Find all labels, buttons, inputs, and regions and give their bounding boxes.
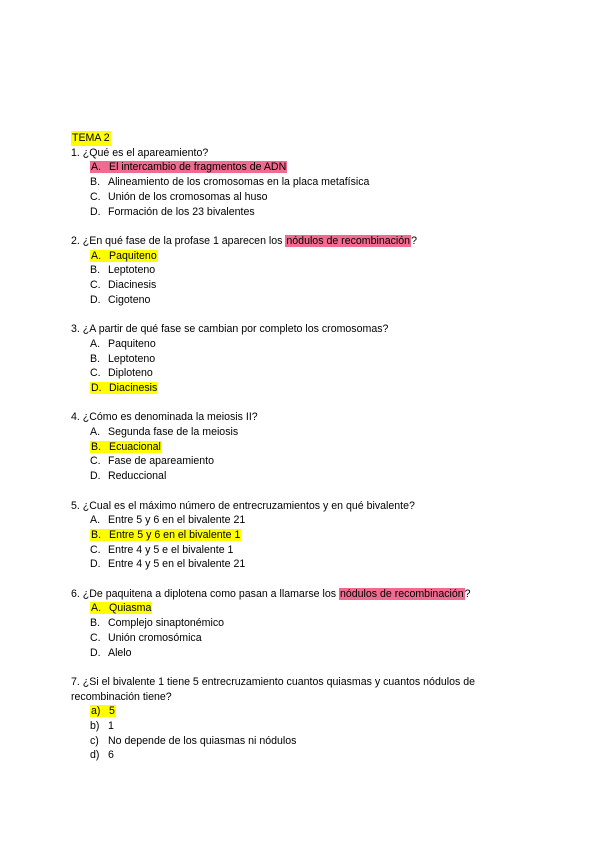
highlighted-term: nódulos de recombinación xyxy=(286,234,411,247)
option-b: B. Leptoteno xyxy=(90,264,156,277)
question-5 xyxy=(71,499,541,573)
question-text: 7. ¿Si el bivalente 1 tiene 5 entrecruzamiento cuantos quiasmas y cuantos nódulos de recombinación tiene? xyxy=(71,675,475,703)
option-a: A. Entre 5 y 6 en el bivalente 21 xyxy=(90,514,246,527)
option-b: B. Entre 5 y 6 en el bivalente 1 xyxy=(91,528,241,541)
option-c: C. Fase de apareamiento xyxy=(90,455,215,468)
option-d: d) 6 xyxy=(90,749,114,762)
option-d: D. Alelo xyxy=(90,646,132,659)
option-b: B. Alineamiento de los cromosomas en la placa metafísica xyxy=(90,176,370,189)
option-a: A. El intercambio de fragmentos de ADN xyxy=(91,161,287,174)
document-body xyxy=(71,131,541,778)
option-c: C. Unión de los cromosomas al huso xyxy=(90,190,268,203)
option-d: D. Diacinesis xyxy=(91,381,158,394)
question-2 xyxy=(71,234,541,308)
option-a: A. Paquiteno xyxy=(90,337,156,350)
question-text: 3. ¿A partir de qué fase se cambian por completo los cromosomas? xyxy=(71,323,389,336)
option-d: D. Entre 4 y 5 en el bivalente 21 xyxy=(90,558,246,571)
option-list xyxy=(71,249,541,308)
option-a: A. Paquiteno xyxy=(91,249,157,262)
section-title: TEMA 2 xyxy=(72,132,110,144)
option-c: C. Diacinesis xyxy=(90,279,157,292)
option-c: C. Entre 4 y 5 e el bivalente 1 xyxy=(90,543,234,556)
option-list xyxy=(71,513,541,572)
option-a: A. Quiasma xyxy=(91,602,152,615)
option-list xyxy=(71,337,541,396)
option-b: b) 1 xyxy=(90,720,114,733)
highlighted-term: nódulos de recombinación xyxy=(339,587,464,600)
option-list xyxy=(71,601,541,660)
option-list xyxy=(71,425,541,484)
question-6 xyxy=(71,587,541,661)
option-d: D. Cigoteno xyxy=(90,293,151,306)
option-b: B. Complejo sinaptonémico xyxy=(90,617,225,630)
question-text: 6. ¿De paquitena a diplotena como pasan a llamarse los nódulos de recombinación? xyxy=(71,587,471,600)
question-text: 5. ¿Cual es el máximo número de entrecruzamientos y en qué bivalente? xyxy=(71,499,415,512)
option-list xyxy=(71,160,541,219)
question-3 xyxy=(71,322,541,396)
option-b: B. Leptoteno xyxy=(90,352,156,365)
option-a: A. Segunda fase de la meiosis xyxy=(90,426,239,439)
option-a: a) 5 xyxy=(91,705,115,718)
question-text: 1. ¿Qué es el apareamiento? xyxy=(71,146,209,159)
question-4 xyxy=(71,410,541,484)
question-1 xyxy=(71,146,541,220)
question-text: 4. ¿Cómo es denominada la meiosis II? xyxy=(71,411,258,424)
question-text: 2. ¿En qué fase de la profase 1 aparecen los nódulos de recombinación? xyxy=(71,234,417,247)
option-d: D. Reduccional xyxy=(90,470,167,483)
option-list xyxy=(71,704,541,763)
option-c: C. Diploteno xyxy=(90,367,153,380)
option-c: C. Unión cromosómica xyxy=(90,631,202,644)
question-7 xyxy=(71,675,541,763)
option-c: c) No depende de los quiasmas ni nódulos xyxy=(90,734,297,747)
option-d: D. Formación de los 23 bivalentes xyxy=(90,205,255,218)
option-b: B. Ecuacional xyxy=(91,440,161,453)
